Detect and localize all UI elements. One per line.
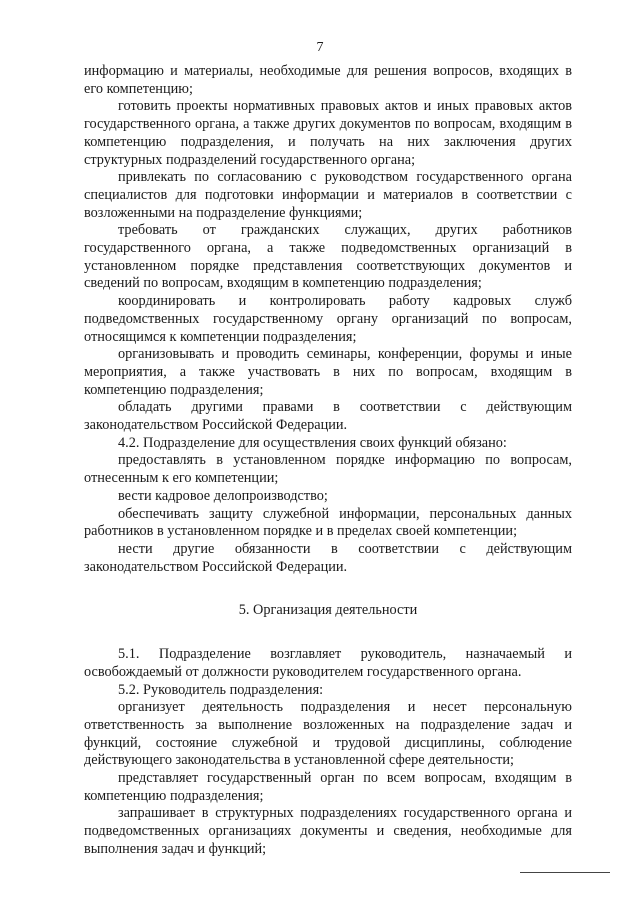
paragraph: координировать и контролировать работу кадровых служб подведомственных государственному органу организаций по вопросам, относящимся к компетенции подразделения; — [84, 293, 572, 345]
paragraph: организовывать и проводить семинары, конференции, форумы и иные мероприятия, а также участвовать в них по вопросам, входящим в компетенцию подразделения; — [84, 346, 572, 398]
paragraph: обладать другими правами в соответствии с действующим законодательством Российской Федерации. — [84, 399, 572, 434]
paragraph: нести другие обязанности в соответствии с действующим законодательством Российской Федерации. — [84, 540, 572, 575]
paragraph: готовить проекты нормативных правовых актов и иных правовых актов государственного органа, а также других документов по вопросам, входящим в компетенцию подразделения, и получать на них заключения других структурных подразделений государственного органа; — [84, 98, 572, 168]
paragraph: 5.1. Подразделение возглавляет руководитель, назначаемый и освобождаемый от должности руководителем государственного органа. — [84, 646, 572, 680]
paragraph: вести кадровое делопроизводство; — [118, 487, 328, 504]
paragraph: обеспечивать защиту служебной информации, персональных данных работников в установленном порядке и в пределах своей компетенции; — [84, 505, 572, 540]
paragraph: требовать от гражданских служащих, других работников государственного органа, а также подведомственных организаций в установленном порядке представления соответствующих документов и сведений по вопросам, входящим в компетенцию подразделения; — [84, 222, 572, 292]
paragraph: организует деятельность подразделения и несет персональную ответственность за выполнение возложенных на подразделение задач и функций, состояние служебной и трудовой дисциплины, соблюдение действующего законодательства в установленной сфере деятельности; — [84, 699, 572, 769]
paragraphs-before — [84, 63, 572, 576]
paragraph: запрашивает в структурных подразделениях государственного органа и подведомственных организациях документы и сведения, необходимые для выполнения задач и функций; — [84, 805, 572, 857]
paragraph: 5.2. Руководитель подразделения: — [118, 681, 324, 698]
section-heading: 5. Организация деятельности — [238, 602, 418, 619]
footer-rule — [520, 872, 610, 873]
page-number: 7 — [316, 40, 324, 55]
paragraphs-after — [84, 646, 572, 858]
document-body — [84, 63, 572, 859]
paragraph: представляет государственный орган по всем вопросам, входящим в компетенцию подразделения; — [84, 770, 572, 804]
paragraph: привлекать по согласованию с руководством государственного органа специалистов для подготовки информации и материалов в соответствии с возложенными на подразделение функциями; — [84, 169, 572, 221]
paragraph: 4.2. Подразделение для осуществления своих функций обязано: — [118, 434, 507, 451]
paragraph: предоставлять в установленном порядке информацию по вопросам, отнесенным к его компетенции; — [84, 452, 572, 487]
paragraph: информацию и материалы, необходимые для решения вопросов, входящих в его компетенцию; — [84, 63, 572, 97]
